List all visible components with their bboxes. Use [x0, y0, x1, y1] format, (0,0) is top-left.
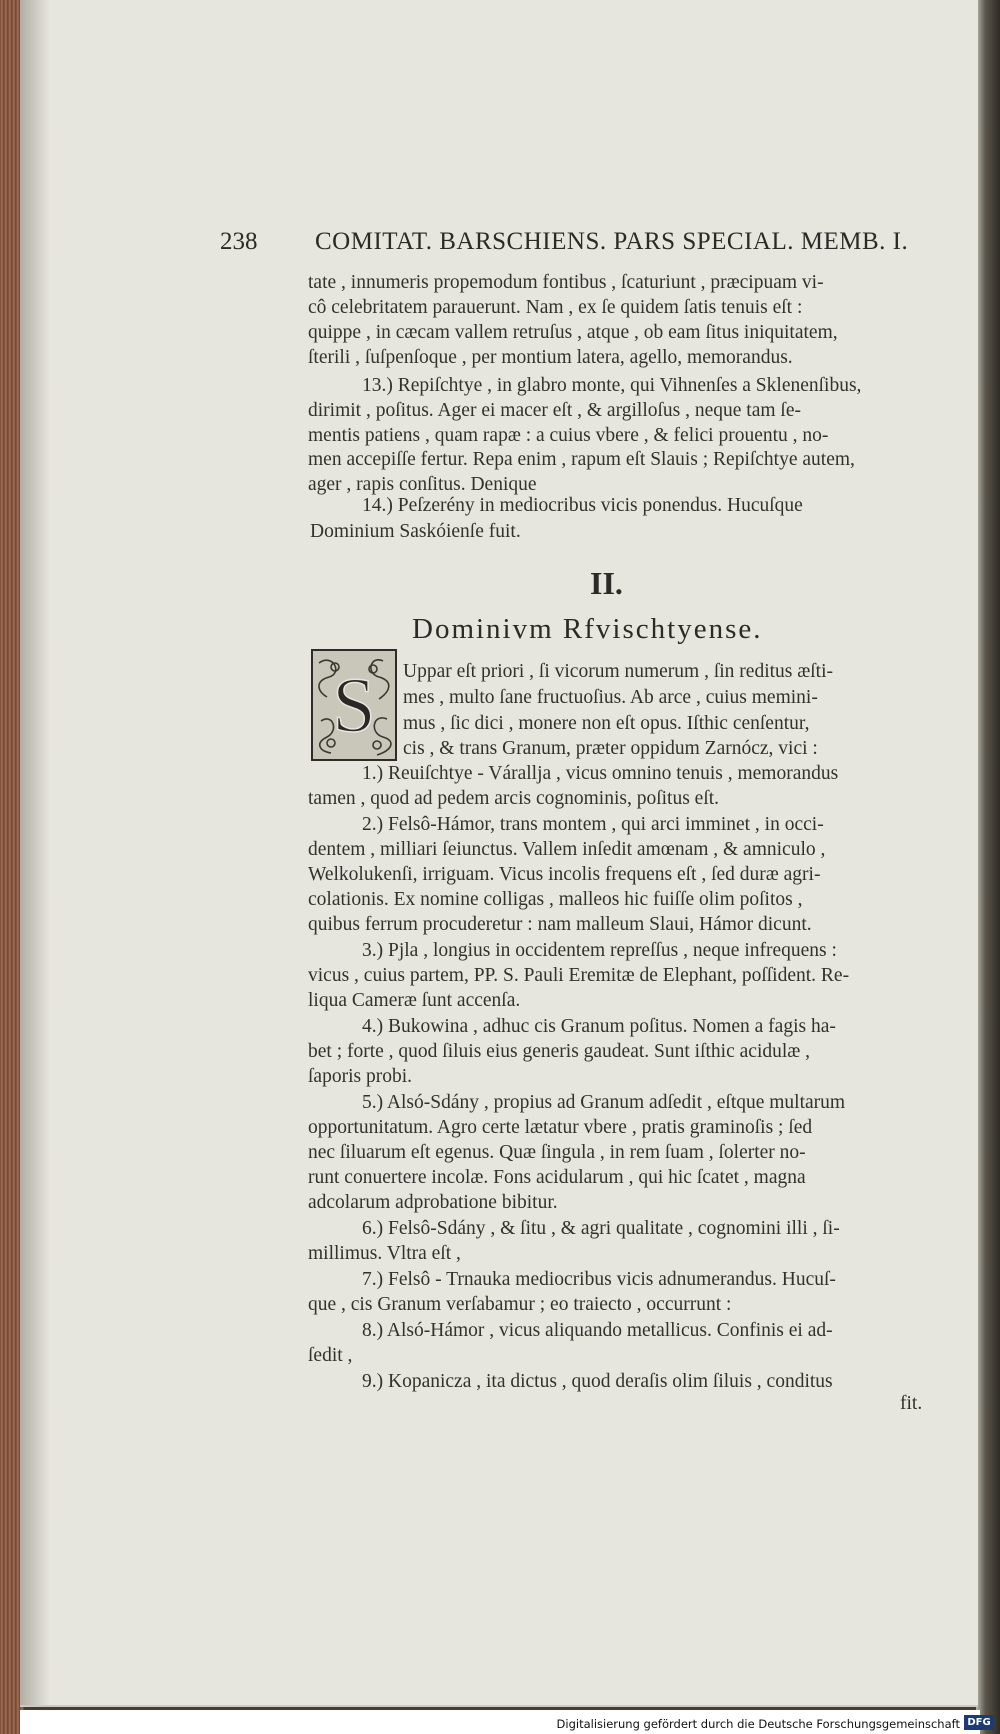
text-line: Dominium Saskóienſe fuit. [310, 521, 521, 542]
text-line: fit. [900, 1393, 923, 1414]
drop-cap-ornament [313, 651, 395, 759]
text-line: ager , rapis conſitus. Denique [308, 474, 537, 495]
text-line: nec ſiluarum eſt egenus. Quæ ſingula , in rem ſuam , ſolerter no- [308, 1142, 806, 1163]
text-line: 6.) Felsô-Sdány , & ſitu , & agri qualitate , cognomini illi , ſi- [362, 1218, 840, 1239]
text-line: cis , & trans Granum, præter oppidum Zarnócz, vici : [403, 738, 818, 759]
text-line: 9.) Kopanicza , ita dictus , quod deraſis olim ſiluis , conditus [362, 1371, 833, 1392]
footer-credit: Digitalisierung gefördert durch die Deutsche Forschungsgemeinschaft [556, 1717, 960, 1731]
text-line: 14.) Peſzerény in mediocribus vicis ponendus. Hucuſque [362, 495, 803, 516]
text-line: Welkolukenſi, irriguam. Vicus incolis frequens eſt , ſed duræ agri- [308, 864, 821, 885]
dfg-logo: DFG [964, 1715, 994, 1730]
text-line: bet ; forte , quod ſiluis eius generis gaudeat. Sunt iſthic acidulæ , [308, 1041, 811, 1062]
text-line: opportunitatum. Agro certe lætatur vbere , pratis graminoſis ; ſed [308, 1117, 813, 1138]
text-line: runt conuertere incolæ. Fons acidularum , qui hic ſcatet , magna [308, 1167, 806, 1188]
running-head: COMITAT. BARSCHIENS. PARS SPECIAL. MEMB. I. [315, 228, 909, 255]
text-line: 2.) Felsô-Hámor, trans montem , qui arci imminet , in occi- [362, 814, 824, 835]
text-line: ſedit , [308, 1345, 353, 1366]
text-line: mes , multo ſane fructuoſius. Ab arce , cuius memini- [403, 687, 818, 708]
text-line: que , cis Granum verſabamur ; eo traiecto , occurrunt : [308, 1294, 732, 1315]
drop-cap-letter: S [332, 661, 376, 748]
text-line: mus , ſic dici , monere non eſt opus. Iſthic cenſentur, [403, 713, 810, 734]
text-line: colationis. Ex nomine colligas , malleos hic fuiſſe olim poſitos , [308, 889, 803, 910]
text-line: mentis patiens , quam rapæ : a cuius vbere , & felici prouentu , no- [308, 425, 829, 446]
text-line: 13.) Repiſchtye , in glabro monte, qui Vihnenſes a Sklenenſibus, [362, 375, 862, 396]
text-line: tate , innumeris propemodum fontibus , ſcaturiunt , præcipuam vi- [308, 272, 824, 293]
section-number: II. [590, 565, 623, 601]
page-header [220, 228, 920, 264]
book-gutter [976, 0, 1000, 1734]
ornamental-drop-cap [311, 649, 397, 761]
text-line: 1.) Reuiſchtye - Várallja , vicus omnino tenuis , memorandus [362, 763, 839, 784]
text-line: men accepiſſe fertur. Repa enim , rapum eſt Slauis ; Repiſchtye autem, [308, 449, 855, 470]
text-line: vicus , cuius partem, PP. S. Pauli Eremitæ de Elephant, poſſident. Re- [308, 965, 850, 986]
text-line: adcolarum adprobatione bibitur. [308, 1192, 558, 1213]
text-line: ſterili , ſuſpenſoque , per montium latera, agello, memorandus. [308, 347, 793, 368]
text-line: liqua Cameræ ſunt accenſa. [308, 990, 521, 1011]
text-line: Uppar eſt priori , ſi vicorum numerum , ſin reditus æſti- [403, 661, 834, 682]
text-line: dentem , milliari ſeiunctus. Vallem inſedit amœnam , & amniculo , [308, 839, 826, 860]
text-line: 5.) Alsó-Sdány , propius ad Granum adſedit , eſtque multarum [362, 1092, 846, 1113]
text-line: quippe , in cæcam vallem retruſus , atque , ob eam ſitus iniquitatem, [308, 322, 838, 343]
text-line: 3.) Pjla , longius in occidentem repreſſus , neque infrequens : [362, 940, 837, 961]
text-line: 8.) Alsó-Hámor , vicus aliquando metallicus. Confinis ei ad- [362, 1320, 833, 1341]
text-line: dirimit , poſitus. Ager ei macer eſt , & argilloſus , neque tam ſe- [308, 400, 801, 421]
page-number: 238 [220, 228, 258, 255]
text-line: 4.) Bukowina , adhuc cis Granum poſitus. Nomen a fagis ha- [362, 1016, 836, 1037]
text-line: ſaporis probi. [308, 1066, 412, 1087]
text-line: tamen , quod ad pedem arcis cognominis, poſitus eſt. [308, 788, 720, 809]
text-line: cô celebritatem parauerunt. Nam , ex ſe quidem ſatis tenuis eſt : [308, 297, 803, 318]
section-title: Dominivm Rfvischtyense. [412, 613, 763, 645]
text-line: quibus ferrum procuderetur : nam malleum Slaui, Hámor dicunt. [308, 914, 812, 935]
text-line: millimus. Vltra eſt , [308, 1243, 461, 1264]
page-shadow [20, 0, 50, 1705]
text-line: 7.) Felsô - Trnauka mediocribus vicis adnumerandus. Hucuſ- [362, 1269, 836, 1290]
